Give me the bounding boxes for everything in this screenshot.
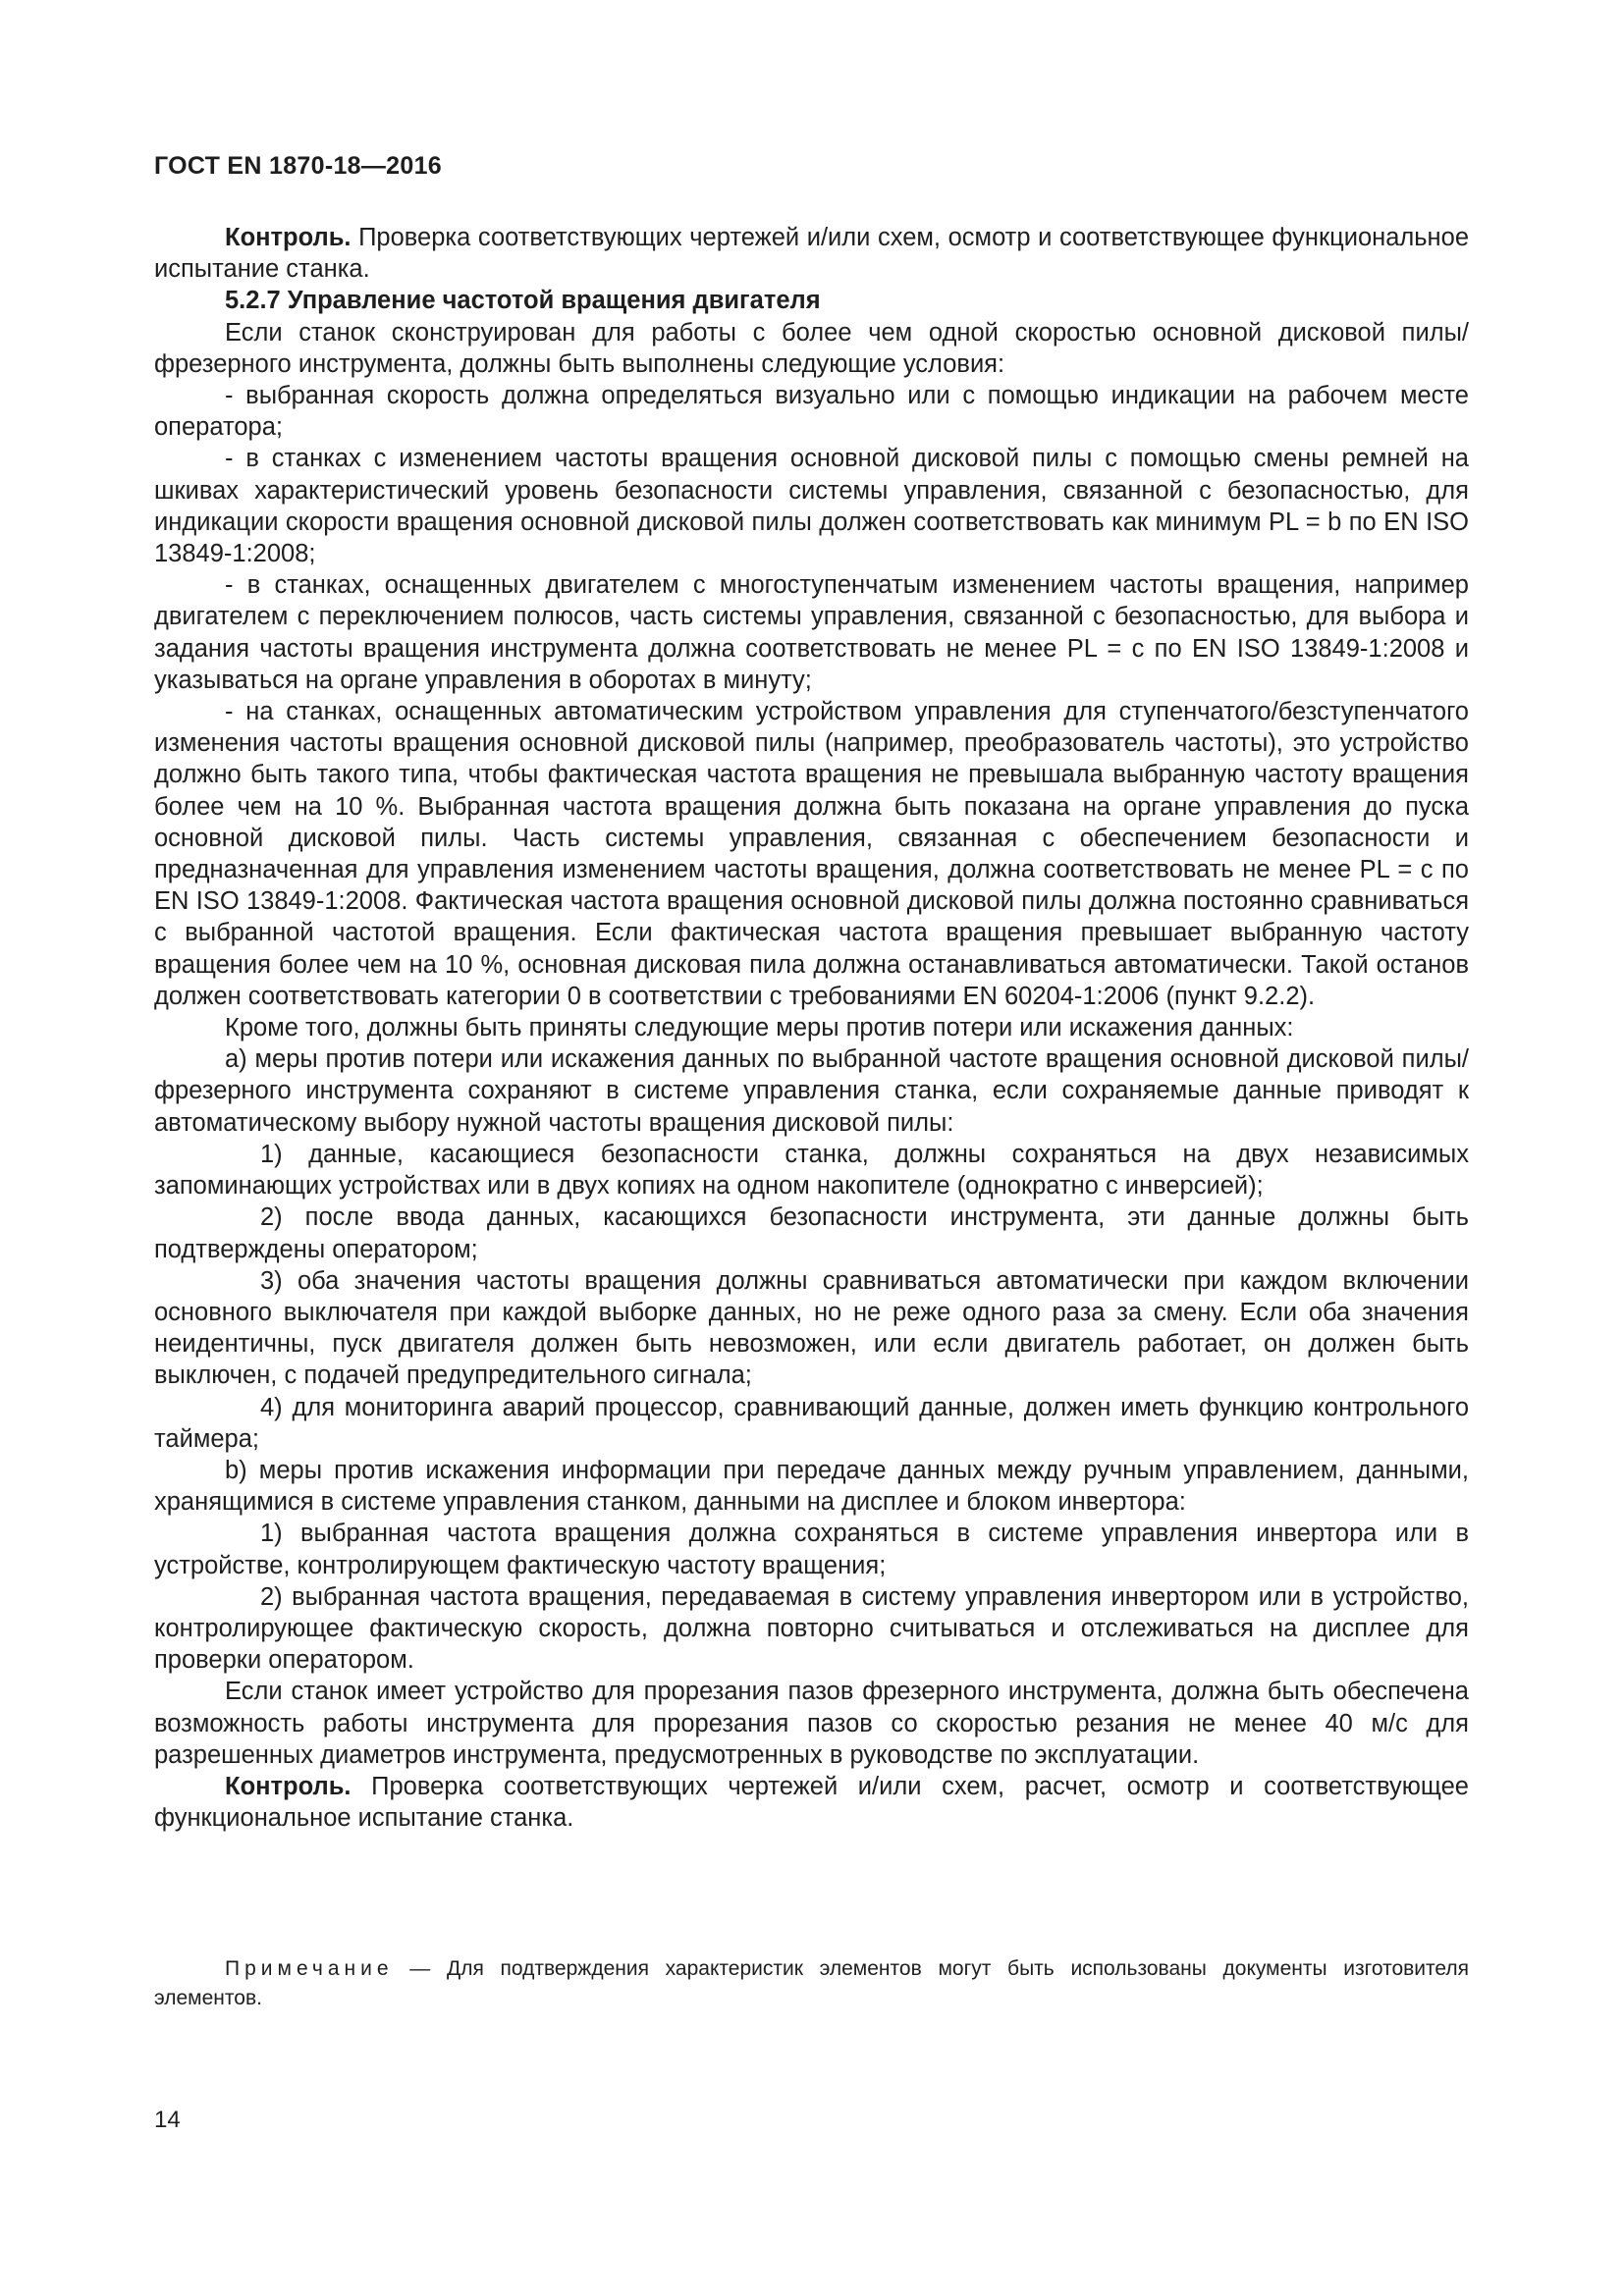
list-item: - в станках с изменением частоты вращения основной дисковой пилы с помощью смены ремней на шкивах характеристический уровень безопасности системы управления, связанной с безопасностью, для индикации скорости вращения основной дисковой пилы должен соответствовать как минимум PL = b по EN ISO 13849-1:2008; <box>154 445 1469 568</box>
list-item: b) меры против искажения информации при передаче данных между ручным управлением, данными, хранящимися в системе управления станком, данными на дисплее и блоком инвертора: <box>154 1456 1469 1517</box>
list-item: - выбранная скорость должна определяться визуально или с помощью индикации на рабочем месте оператора; <box>154 382 1469 442</box>
note-label: Примечание <box>225 1957 394 1980</box>
sub-list-item: 2) после ввода данных, касающихся безопасности инструмента, эти данные должны быть подтверждены оператором; <box>154 1203 1469 1263</box>
paragraph-text: Проверка соответствующих чертежей и/или схем, расчет, осмотр и соответствующее функциональное испытание станка. <box>154 1772 1469 1833</box>
section-heading: 5.2.7 Управление частотой вращения двигателя <box>225 287 821 315</box>
paragraph-text: Проверка соответствующих чертежей и/или схем, осмотр и соответствующее функциональное испытание станка. <box>154 224 1469 284</box>
note <box>154 1954 1469 2013</box>
body-text <box>154 222 1469 1834</box>
list-item: - в станках, оснащенных двигателем с многоступенчатым изменением частоты вращения, например двигателем с переключением полюсов, часть системы управления, связанной с безопасностью, для выбора и задания частоты вращения инструмента должна соответствовать не менее PL = c по EN ISO 13849-1:2008 и указываться на органе управления в оборотах в минуту; <box>154 571 1469 694</box>
sub-list-item: 1) выбранная частота вращения должна сохраняться в системе управления инвертора или в устройстве, контролирующем фактическую частоту вращения; <box>154 1520 1469 1579</box>
note-text: — Для подтверждения характеристик элементов могут быть использованы документы изготовителя элементов. <box>154 1957 1469 2009</box>
page-number: 14 <box>154 2107 181 2133</box>
sub-list-item: 4) для мониторинга аварий процессор, сравнивающий данные, должен иметь функцию контрольного таймера; <box>154 1393 1469 1453</box>
paragraph <box>154 222 1469 285</box>
control-label: Контроль. <box>225 1772 352 1800</box>
document-header: ГОСТ EN 1870-18—2016 <box>154 152 442 180</box>
paragraph: Если станок сконструирован для работы с более чем одной скоростью основной дисковой пилы/фрезерного инструмента, должны быть выполнены следующие условия: <box>154 318 1469 378</box>
sub-list-item: 1) данные, касающиеся безопасности станка, должны сохраняться на двух независимых запоминающих устройствах или в двух копиях на одном накопителе (однократно с инверсией); <box>154 1140 1469 1201</box>
sub-list-item: 2) выбранная частота вращения, передаваемая в систему управления инвертором или в устройство, контролирующее фактическую скорость, должна повторно считываться и отслеживаться на дисплее для проверки оператором. <box>154 1582 1469 1675</box>
paragraph: Кроме того, должны быть приняты следующие меры против потери или искажения данных: <box>225 1014 1294 1042</box>
sub-list-item: 3) оба значения частоты вращения должны сравниваться автоматически при каждом включении основного выключателя при каждой выборке данных, но не реже одного раза за смену. Если оба значения неидентичны, пуск двигателя должен быть невозможен, или если двигатель работает, он должен быть выключен, с подачей предупредительного сигнала; <box>154 1266 1469 1390</box>
list-item: - на станках, оснащенных автоматическим устройством управления для ступенчатого/безступенчатого изменения частоты вращения основной дисковой пилы (например, преобразователь частоты), это устройство должно быть такого типа, чтобы фактическая частота вращения не превышала выбранную частоту вращения более чем на 10 %. Выбранная частота вращения должна быть показана на органе управления до пуска основной дисковой пилы. Часть системы управления, связанная с обеспечением безопасности и предназначенная для управления изменением частоты вращения, должна соответствовать не менее PL = c по EN ISO 13849-1:2008. Фактическая частота вращения основной дисковой пилы должна постоянно сравниваться с выбранной частотой вращения. Если фактическая частота вращения превышает выбранную частоту вращения более чем на 10 %, основная дисковая пила должна останавливаться автоматически. Такой останов должен соответствовать категории 0 в соответствии с требованиями EN 60204-1:2006 (пункт 9.2.2). <box>154 698 1469 1010</box>
paragraph: Если станок имеет устройство для прорезания пазов фрезерного инструмента, должна быть обеспечена возможность работы инструмента для прорезания пазов со скоростью резания не менее 40 м/с для разрешенных диаметров инструмента, предусмотренных в руководстве по эксплуатации. <box>154 1678 1469 1769</box>
control-label: Контроль. <box>225 224 352 251</box>
list-item: a) меры против потери или искажения данных по выбранной частоте вращения основной дисковой пилы/фрезерного инструмента сохраняют в системе управления станка, если сохраняемые данные приводят к автоматическому выбору нужной частоты вращения дисковой пилы: <box>154 1045 1469 1137</box>
paragraph <box>154 1771 1469 1834</box>
